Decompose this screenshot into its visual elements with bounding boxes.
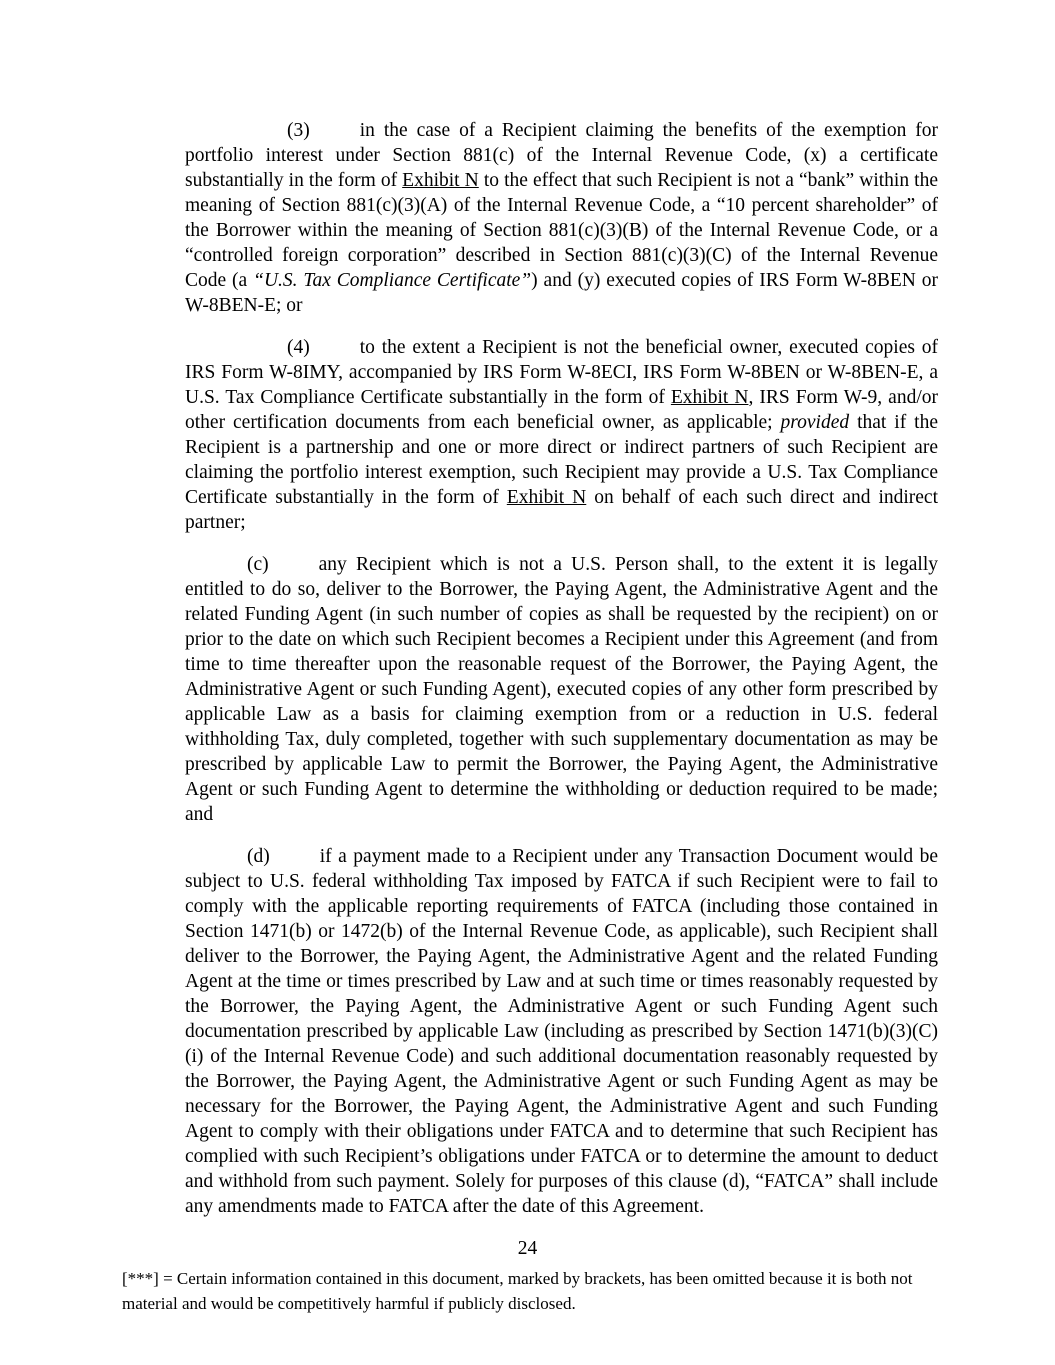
- text-run: Exhibit N: [506, 487, 587, 508]
- text-run: if a payment made to a Recipient under any Transaction Document would be subject to U.S. federal withholding Tax imposed by FATCA if such Recipient were to fail to comply with the applicable reporting requirements of FATCA (including those contained in Section 1471(b) or 1472(b) of the Internal Revenue Code, as applicable), such Recipient shall deliver to the Borrower, the Paying Agent, the Administrative Agent and the related Funding Agent at the time or times prescribed by Law and at such time or times reasonably requested by the Borrower, the Paying Agent, the Administrative Agent or such Funding Agent such documentation prescribed by applicable Law (including as prescribed by Section 1471(b)(3)(C)(i) of the Internal Revenue Code) and such additional documentation reasonably requested by the Borrower, the Paying Agent, the Administrative Agent or such Funding Agent as may be necessary for the Borrower, the Paying Agent, the Administrative Agent and such Funding Agent to comply with their obligations under FATCA and to determine that such Recipient has complied with such Recipient’s obligations under FATCA or to determine the amount to deduct and withhold from such payment. Solely for purposes of this clause (d), “FATCA” shall include any amendments made to FATCA after the date of this Agreement.: [185, 846, 938, 1217]
- body-text: [185, 118, 938, 1236]
- text-run: to the effect that such Recipient is not a “bank” within the meaning of Section 881(c)(3)(A) of the Internal Revenue Code, a “10 percent shareholder” of the Borrower within the meaning of Section 881(c)(3)(B) of the Internal Revenue Code, or a “controlled foreign corporation” described in Section 881(c)(3)(C) of the Internal Revenue Code (a: [185, 170, 939, 291]
- page-number: 24: [517, 1238, 538, 1259]
- text-run: to the extent a Recipient is not the beneficial owner, executed copies of IRS Form W-8IMY, accompanied by IRS Form W-8ECI, IRS Form W-8BEN or W-8BEN-E, a U.S. Tax Compliance Certificate substantially in the form of: [185, 337, 938, 408]
- paragraph-clause-4: [185, 335, 938, 535]
- text-run: , IRS Form W-9, and/or other certification documents from each beneficial owner, as applicable;: [185, 387, 938, 433]
- text-run: (3): [287, 120, 310, 141]
- text-run: (c): [247, 554, 269, 575]
- text-run: any Recipient which is not a U.S. Person shall, to the extent it is legally entitled to do so, deliver to the Borrower, the Paying Agent, the Administrative Agent and the related Funding Agent (in such number of copies as shall be requested by the recipient) on or prior to the date on which such Recipient becomes a Recipient under this Agreement (and from time to time thereafter upon the reasonable request of the Borrower, the Paying Agent, the Administrative Agent or such Funding Agent), executed copies of any other form prescribed by applicable Law as a basis for claiming exemption from or a reduction in U.S. federal withholding Tax, duly completed, together with such supplementary documentation as may be prescribed by applicable Law to permit the Borrower, the Paying Agent, the Administrative Agent or such Funding Agent to determine the withholding or deduction required to be made; and: [185, 554, 938, 825]
- paragraph-clause-c: [185, 552, 938, 827]
- text-run: on behalf of each such direct and indirect partner;: [185, 487, 939, 533]
- text-run: Exhibit N: [402, 170, 479, 191]
- text-run: “U.S. Tax Compliance Certificate”: [253, 270, 532, 291]
- text-run: (d): [247, 846, 270, 867]
- text-run: that if the Recipient is a partnership and one or more direct or indirect partners of such Recipient are claiming the portfolio interest exemption, such Recipient may provide a U.S. Tax Compliance Certificate substantially in the form of: [185, 412, 938, 508]
- text-run: in the case of a Recipient claiming the benefits of the exemption for portfolio interest under Section 881(c) of the Internal Revenue Code, (x) a certificate substantially in the form of: [185, 120, 938, 191]
- text-run: Exhibit N: [670, 387, 749, 408]
- text-run: provided: [780, 412, 850, 433]
- footnote: [***] = Certain information contained in this document, marked by brackets, has been omitted because it is both not material and would be competitively harmful if publicly disclosed.: [122, 1269, 913, 1313]
- paragraph-clause-3: [185, 118, 938, 318]
- text-run: ) and (y) executed copies of IRS Form W-8BEN or W-8BEN-E; or: [185, 270, 938, 316]
- paragraph-clause-d: [185, 844, 938, 1219]
- text-run: (4): [287, 337, 310, 358]
